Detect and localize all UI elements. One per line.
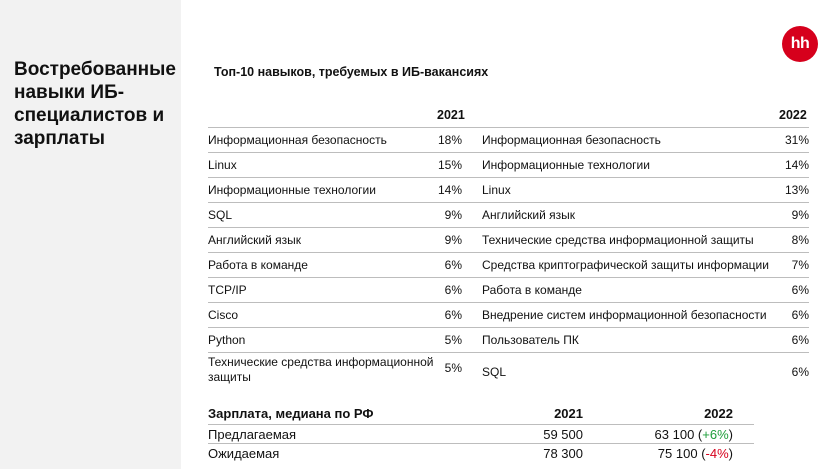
skills-year-2021: 2021 <box>437 108 465 122</box>
skill-2022-name: Средства криптографической защиты информации <box>482 258 769 272</box>
skill-2021-name: Информационная безопасность <box>208 132 387 147</box>
table-row <box>208 327 809 352</box>
table-row <box>208 424 754 443</box>
salary-2022-value: 63 100 <box>654 426 695 442</box>
skill-2021-value: 6% <box>444 283 462 297</box>
change-close-paren: ) <box>728 426 733 442</box>
skill-2022-value: 31% <box>784 133 809 147</box>
salary-table <box>208 403 754 462</box>
salary-header-label: Зарплата, медиана по РФ <box>208 406 374 421</box>
salary-2021-value: 59 500 <box>543 426 583 442</box>
table-row <box>208 302 809 327</box>
table-row <box>208 202 809 227</box>
skill-2021-name: Linux <box>208 157 237 172</box>
table-row <box>208 443 754 462</box>
salary-2022-cell <box>583 427 733 442</box>
skill-2021-name: SQL <box>208 207 233 222</box>
salary-2022-cell <box>583 446 733 461</box>
skill-2021-value: 6% <box>444 258 462 272</box>
skill-2021-value: 18% <box>437 133 462 147</box>
skill-2021-value: 6% <box>444 308 462 322</box>
skill-2021-value: 5% <box>444 361 462 375</box>
skill-2022-name: Информационная безопасность <box>482 133 661 147</box>
skill-2021-value: 5% <box>444 333 462 347</box>
table-row <box>208 152 809 177</box>
slide-title: Востребованные навыки ИБ-специалистов и зарплаты <box>14 59 176 149</box>
salary-header-row <box>208 403 754 424</box>
skill-2022-name: Пользователь ПК <box>482 333 579 347</box>
salary-change-negative: -4% <box>705 445 729 461</box>
skills-table <box>208 127 809 390</box>
salary-change-positive: +6% <box>702 426 729 442</box>
skill-2022-name: Информационные технологии <box>482 158 650 172</box>
table-row <box>208 227 809 252</box>
change-open-paren: ( <box>697 426 703 442</box>
skill-2022-name: Работа в команде <box>482 283 582 297</box>
skill-2021-name: Python <box>208 332 246 347</box>
skill-2022-name: Английский язык <box>482 208 576 222</box>
skill-2022-value: 6% <box>791 365 809 379</box>
skill-2022-value: 14% <box>784 158 809 172</box>
skill-2022-name: SQL <box>482 365 507 379</box>
salary-2021-value: 78 300 <box>543 445 583 461</box>
salary-header-2021: 2021 <box>554 406 583 421</box>
salary-header-2022: 2022 <box>704 406 733 421</box>
salary-2022-value: 75 100 <box>657 445 698 461</box>
skill-2021-value: 15% <box>437 158 462 172</box>
salary-row-label: Предлагаемая <box>208 426 297 442</box>
change-open-paren: ( <box>701 445 706 461</box>
skill-2022-name: Внедрение систем информационной безопасности <box>482 308 767 322</box>
skill-2022-value: 6% <box>791 333 809 347</box>
table-row <box>208 352 809 390</box>
skill-2021-value: 14% <box>437 183 462 197</box>
salary-row-label: Ожидаемая <box>208 445 280 461</box>
skills-table-title: Топ-10 навыков, требуемых в ИБ-вакансиях <box>214 65 489 79</box>
skill-2021-name: TCP/IP <box>208 282 247 297</box>
table-row <box>208 127 809 152</box>
skill-2022-value: 6% <box>791 308 809 322</box>
skill-2022-value: 7% <box>791 258 809 272</box>
skill-2022-name: Linux <box>482 183 511 197</box>
skill-2021-name: Английский язык <box>208 232 302 247</box>
skill-2022-name: Технические средства информационной защиты <box>482 233 754 247</box>
skill-2021-name: Cisco <box>208 307 239 322</box>
skill-2022-value: 9% <box>791 208 809 222</box>
skill-2022-value: 13% <box>784 183 809 197</box>
skill-2021-name: Информационные технологии <box>208 182 376 197</box>
change-close-paren: ) <box>728 445 733 461</box>
skills-year-2022: 2022 <box>779 108 807 122</box>
skill-2021-value: 9% <box>444 208 462 222</box>
skill-2022-value: 6% <box>791 283 809 297</box>
table-row <box>208 177 809 202</box>
skill-2021-name: Технические средства информационной защиты <box>208 355 434 384</box>
table-row <box>208 277 809 302</box>
hh-logo: hh <box>782 26 818 62</box>
skill-2021-value: 9% <box>444 233 462 247</box>
skill-2021-name: Работа в команде <box>208 257 308 272</box>
table-row <box>208 252 809 277</box>
skill-2022-value: 8% <box>791 233 809 247</box>
